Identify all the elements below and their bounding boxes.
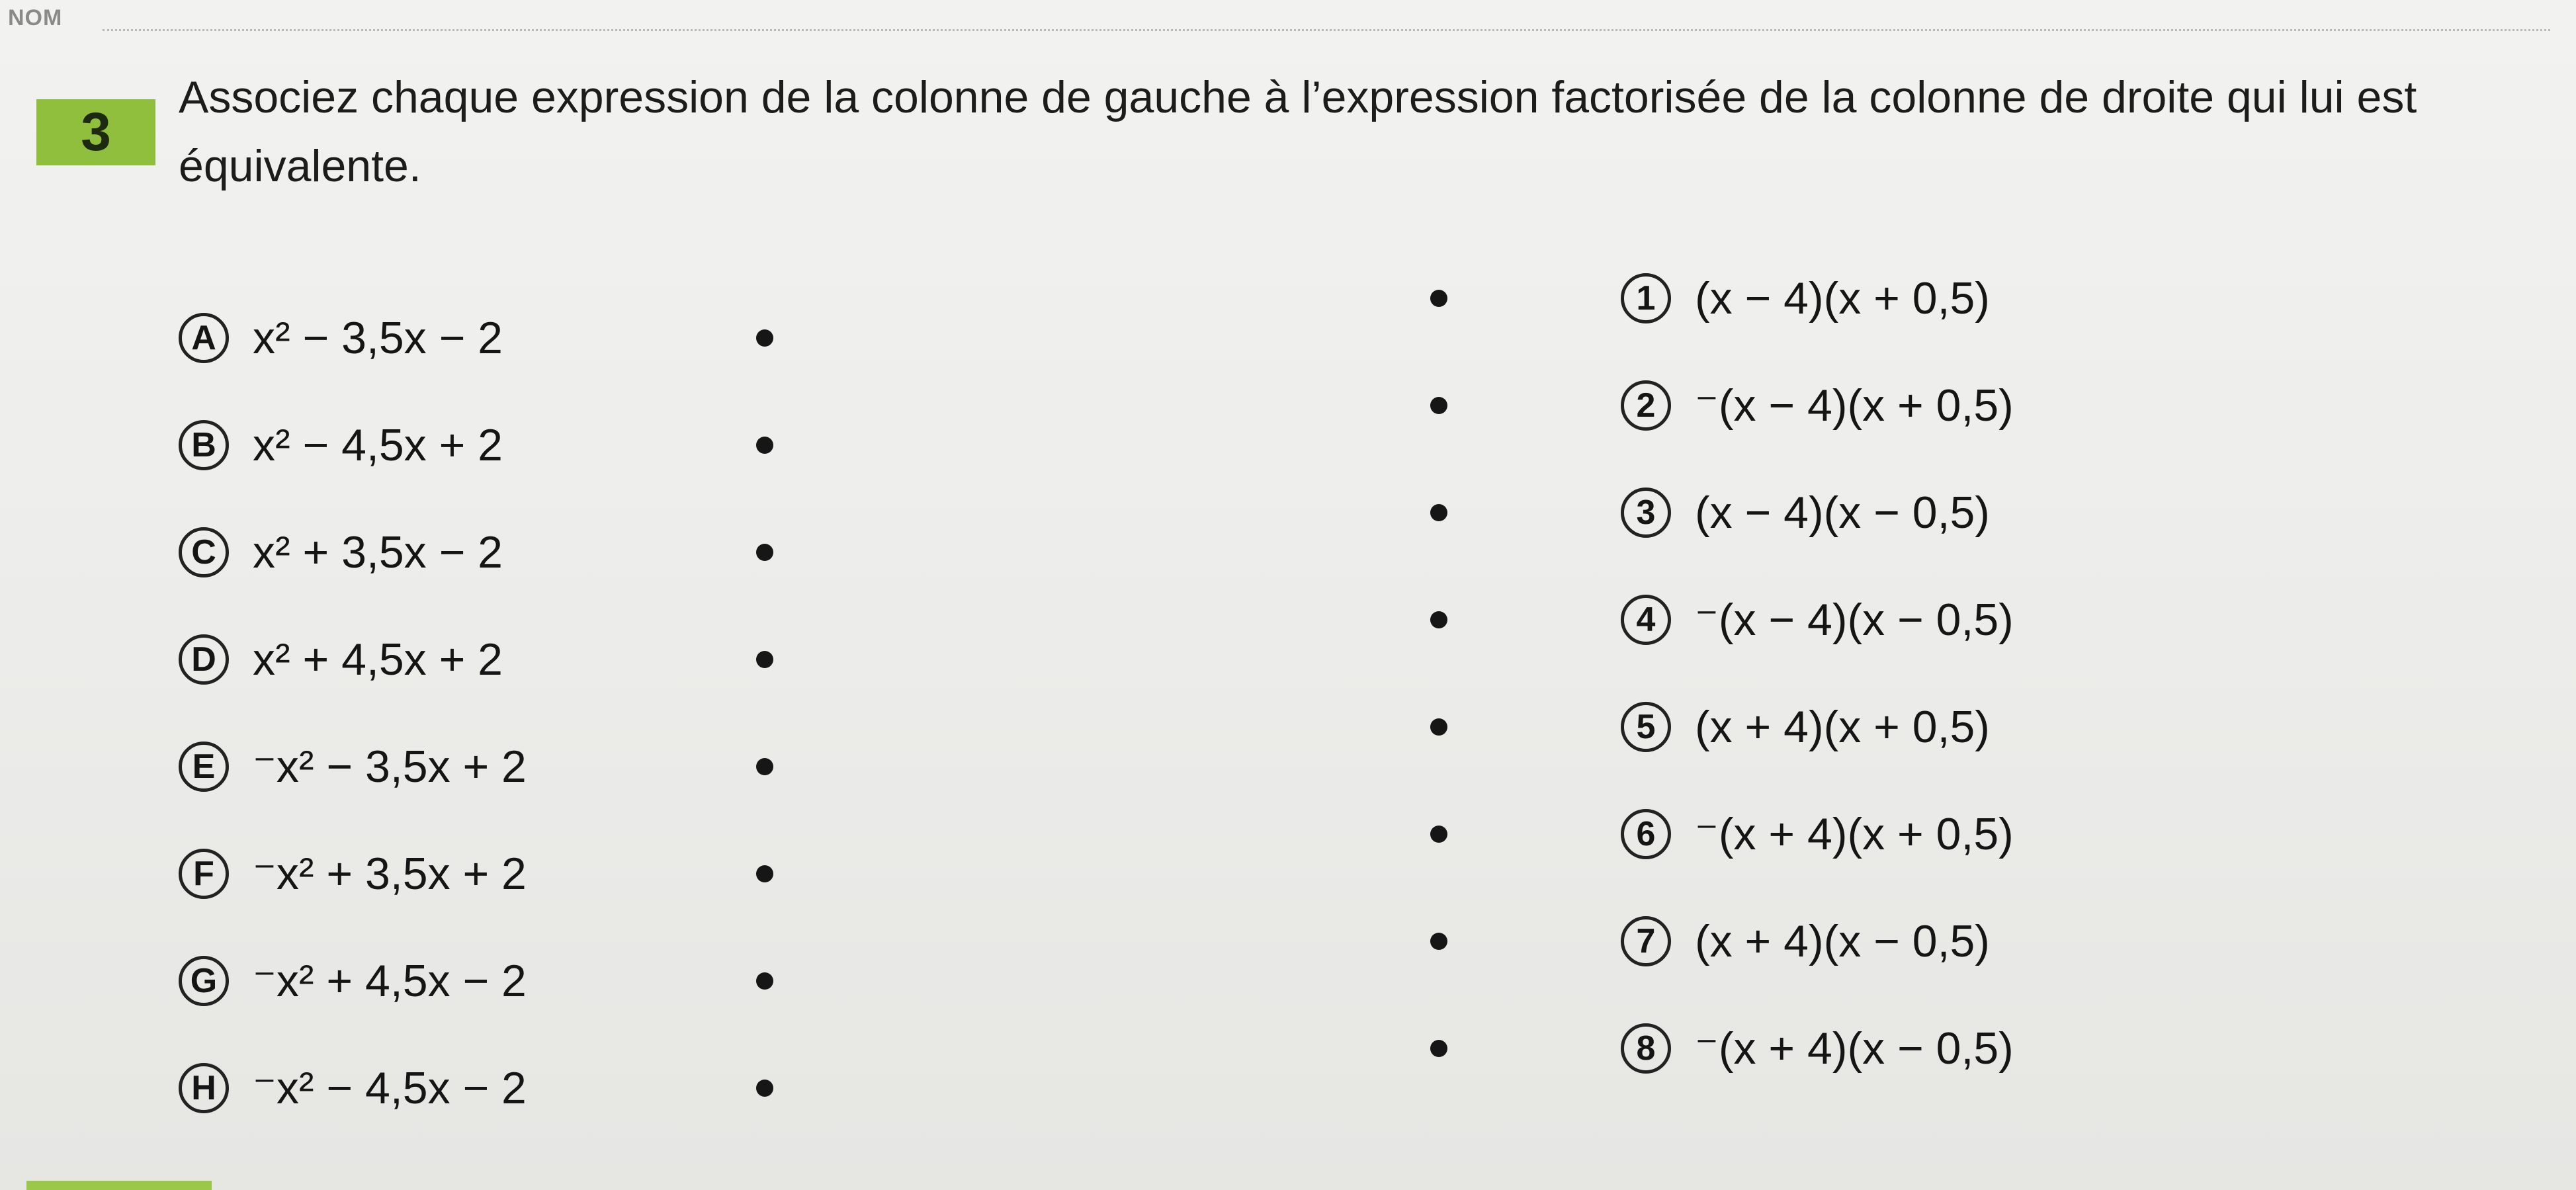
match-dot-right[interactable]	[1430, 290, 1447, 307]
name-field-label: NOM	[8, 5, 63, 30]
right-expression: (x + 4)(x − 0,5)	[1695, 916, 1990, 966]
item-letter-badge: E	[179, 742, 229, 792]
match-dot-right[interactable]	[1430, 933, 1447, 950]
right-item	[1621, 566, 2014, 673]
match-dot-left[interactable]	[756, 544, 773, 561]
left-item	[179, 820, 527, 927]
left-expression: ⁻x² − 4,5x − 2	[253, 1062, 527, 1113]
item-number-badge: 3	[1621, 488, 1671, 538]
match-dot-right[interactable]	[1430, 611, 1447, 628]
left-column	[179, 284, 527, 1142]
right-expression: ⁻(x + 4)(x − 0,5)	[1695, 1023, 2014, 1074]
left-item	[179, 1035, 527, 1142]
item-number-badge: 8	[1621, 1023, 1671, 1074]
left-expression: ⁻x² − 3,5x + 2	[253, 741, 527, 792]
item-letter-badge: H	[179, 1063, 229, 1113]
match-dot-left[interactable]	[756, 758, 773, 775]
item-letter-badge: A	[179, 313, 229, 363]
left-item	[179, 606, 527, 713]
item-letter-badge: F	[179, 849, 229, 899]
match-dot-left[interactable]	[756, 865, 773, 882]
left-item	[179, 713, 527, 820]
exercise-number-badge	[36, 99, 155, 165]
match-dot-left[interactable]	[756, 329, 773, 347]
name-field-line	[103, 29, 2550, 31]
item-letter-badge: G	[179, 956, 229, 1006]
item-letter-badge: B	[179, 420, 229, 470]
left-item	[179, 499, 527, 606]
left-expression: ⁻x² + 4,5x − 2	[253, 955, 527, 1006]
right-item	[1621, 245, 2014, 352]
right-item	[1621, 352, 2014, 459]
match-dot-left[interactable]	[756, 972, 773, 990]
match-dot-left[interactable]	[756, 437, 773, 454]
right-item	[1621, 459, 2014, 566]
item-number-badge: 6	[1621, 809, 1671, 859]
left-item	[179, 392, 527, 499]
exercise-number: 3	[81, 102, 111, 162]
right-expression: ⁻(x + 4)(x + 0,5)	[1695, 808, 2014, 859]
match-dot-right[interactable]	[1430, 826, 1447, 843]
item-letter-badge: C	[179, 527, 229, 577]
right-item	[1621, 995, 2014, 1102]
right-item	[1621, 781, 2014, 888]
match-dot-left[interactable]	[756, 1080, 773, 1097]
match-dot-left[interactable]	[756, 651, 773, 668]
right-item	[1621, 673, 2014, 781]
left-expression: x² − 4,5x + 2	[253, 420, 503, 470]
right-expression: (x − 4)(x − 0,5)	[1695, 488, 1990, 538]
exercise-instruction: Associez chaque expression de la colonne de gauche à l’expression factorisée de la colonne de droite qui lui est équivalente.	[179, 72, 2417, 191]
item-number-badge: 4	[1621, 595, 1671, 645]
bottom-accent-bar	[26, 1181, 212, 1190]
right-expression: (x + 4)(x + 0,5)	[1695, 702, 1990, 752]
item-number-badge: 1	[1621, 273, 1671, 323]
right-expression: ⁻(x − 4)(x − 0,5)	[1695, 594, 2014, 645]
left-expression: x² + 3,5x − 2	[253, 527, 503, 577]
right-expression: ⁻(x − 4)(x + 0,5)	[1695, 380, 2014, 431]
right-expression: (x − 4)(x + 0,5)	[1695, 273, 1990, 323]
right-item	[1621, 888, 2014, 995]
item-number-badge: 5	[1621, 702, 1671, 752]
left-item	[179, 284, 527, 392]
item-number-badge: 7	[1621, 916, 1671, 966]
left-item	[179, 927, 527, 1035]
match-dot-right[interactable]	[1430, 718, 1447, 736]
match-dot-right[interactable]	[1430, 1040, 1447, 1057]
right-column	[1621, 245, 2014, 1102]
item-letter-badge: D	[179, 634, 229, 685]
left-expression: x² + 4,5x + 2	[253, 634, 503, 685]
match-dot-right[interactable]	[1430, 397, 1447, 414]
match-dot-right[interactable]	[1430, 504, 1447, 521]
left-expression: x² − 3,5x − 2	[253, 313, 503, 363]
item-number-badge: 2	[1621, 380, 1671, 431]
left-expression: ⁻x² + 3,5x + 2	[253, 848, 527, 899]
